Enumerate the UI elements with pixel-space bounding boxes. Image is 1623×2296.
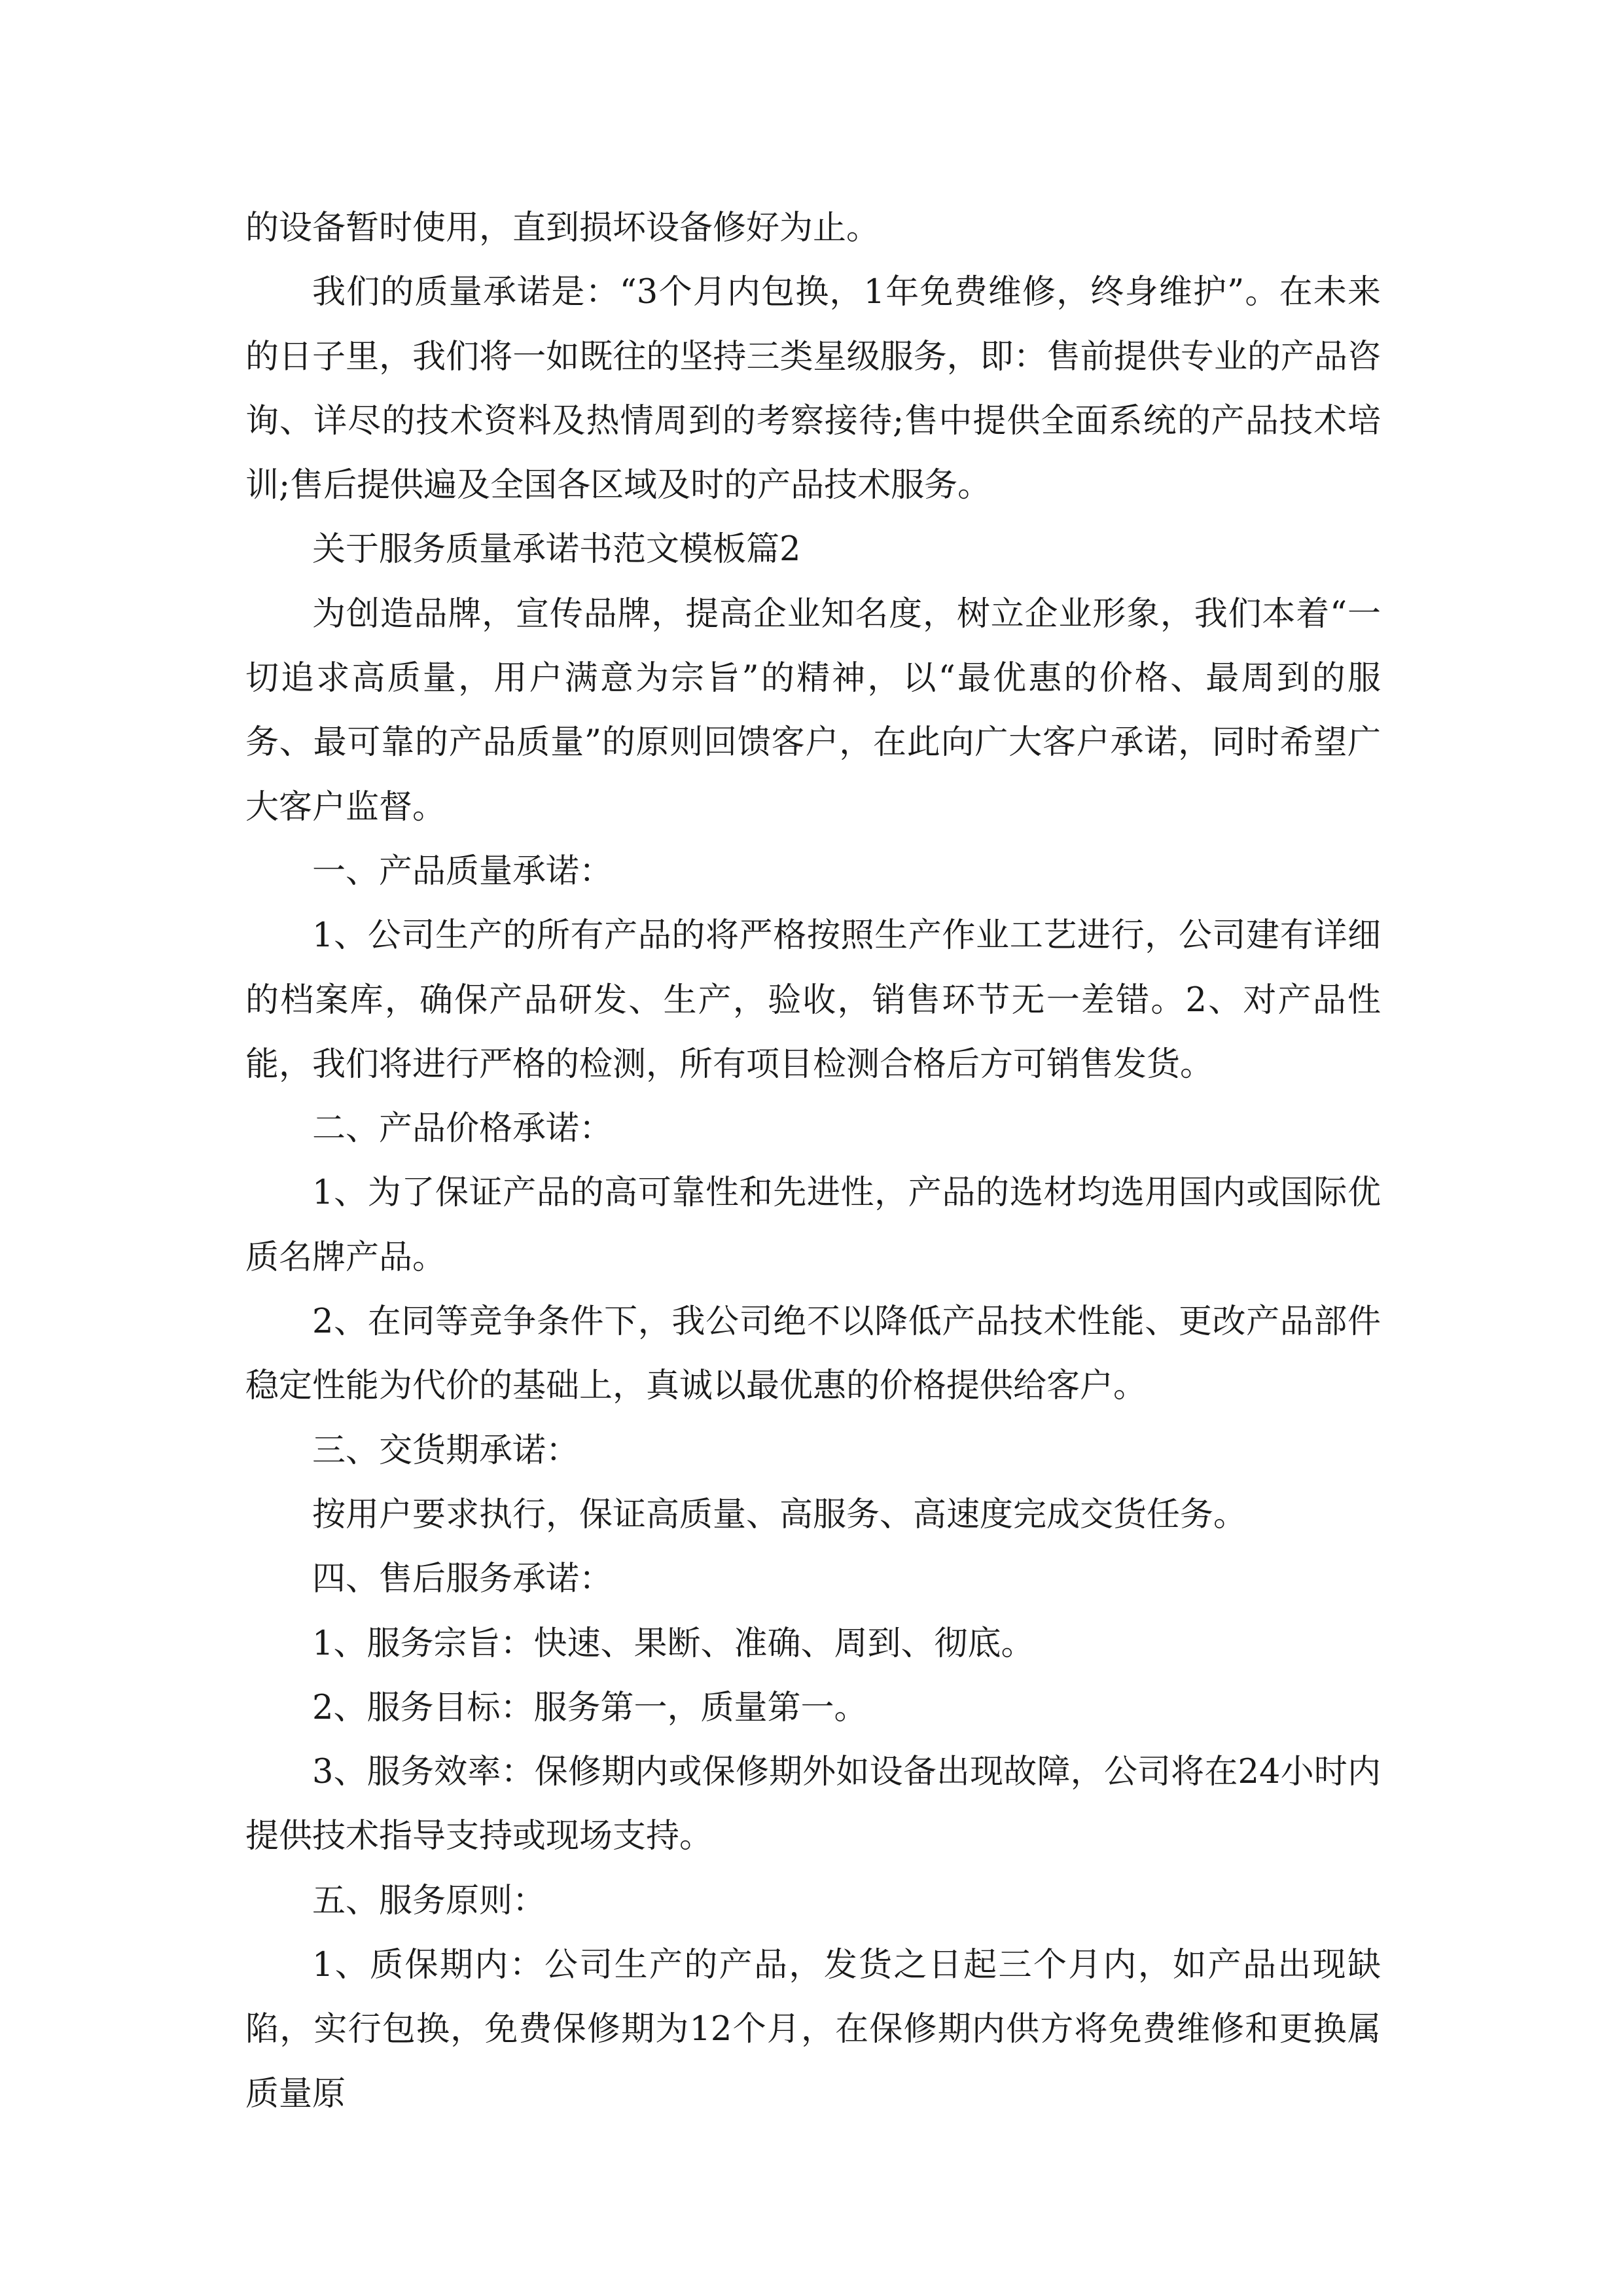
section-heading: 一、产品质量承诺： [312,852,613,891]
paragraph: 1、为了保证产品的高可靠性和先进性，产品的选材均选用国内或国际优质名牌产品。 [245,1174,1381,1277]
paragraph: 的设备暂时使用，直到损坏设备修好为止。 [245,209,880,247]
paragraph: 我们的质量承诺是：“3个月内包换，1年免费维修，终身维护”。在未来的日子里，我们将一如既往的坚持三类星级服务，即：售前提供专业的产品咨询、详尽的技术资料及热情周到的考察接待;售中提供全面系统的产品技术培训;售后提供遍及全国各区域及时的产品技术服务。 [245,273,1381,505]
document-body [245,196,1381,2126]
paragraph: 1、服务宗旨：快速、果断、准确、周到、彻底。 [312,1624,1035,1663]
paragraph: 2、服务目标：服务第一，质量第一。 [312,1688,868,1727]
paragraph: 2、在同等竞争条件下，我公司绝不以降低产品技术性能、更改产品部件稳定性能为代价的基础上，真诚以最优惠的价格提供给客户。 [245,1302,1381,1406]
section-heading: 二、产品价格承诺： [312,1109,613,1149]
paragraph: 1、公司生产的所有产品的将严格按照生产作业工艺进行，公司建有详细的档案库，确保产品研发、生产，验收，销售环节无一差错。2、对产品性能，我们将进行严格的检测，所有项目检测合格后方可销售发货。 [245,916,1381,1084]
paragraph: 为创造品牌，宣传品牌，提高企业知名度，树立企业形象，我们本着“一切追求高质量，用户满意为宗旨”的精神，以“最优惠的价格、最周到的服务、最可靠的产品质量”的原则回馈客户，在此向广大客户承诺，同时希望广大客户监督。 [245,594,1381,827]
section-title: 关于服务质量承诺书范文模板篇2 [312,530,801,569]
section-heading: 四、售后服务承诺： [312,1560,613,1599]
paragraph: 按用户要求执行，保证高质量、高服务、高速度完成交货任务。 [312,1495,1247,1534]
section-heading: 五、服务原则： [312,1881,546,1920]
section-heading: 三、交货期承诺： [312,1431,580,1470]
paragraph: 3、服务效率：保修期内或保修期外如设备出现故障，公司将在24小时内提供技术指导支持或现场支持。 [245,1753,1381,1856]
paragraph: 1、质保期内：公司生产的产品，发货之日起三个月内，如产品出现缺陷，实行包换，免费保修期为12个月，在保修期内供方将免费维修和更换属质量原 [245,1946,1381,2113]
